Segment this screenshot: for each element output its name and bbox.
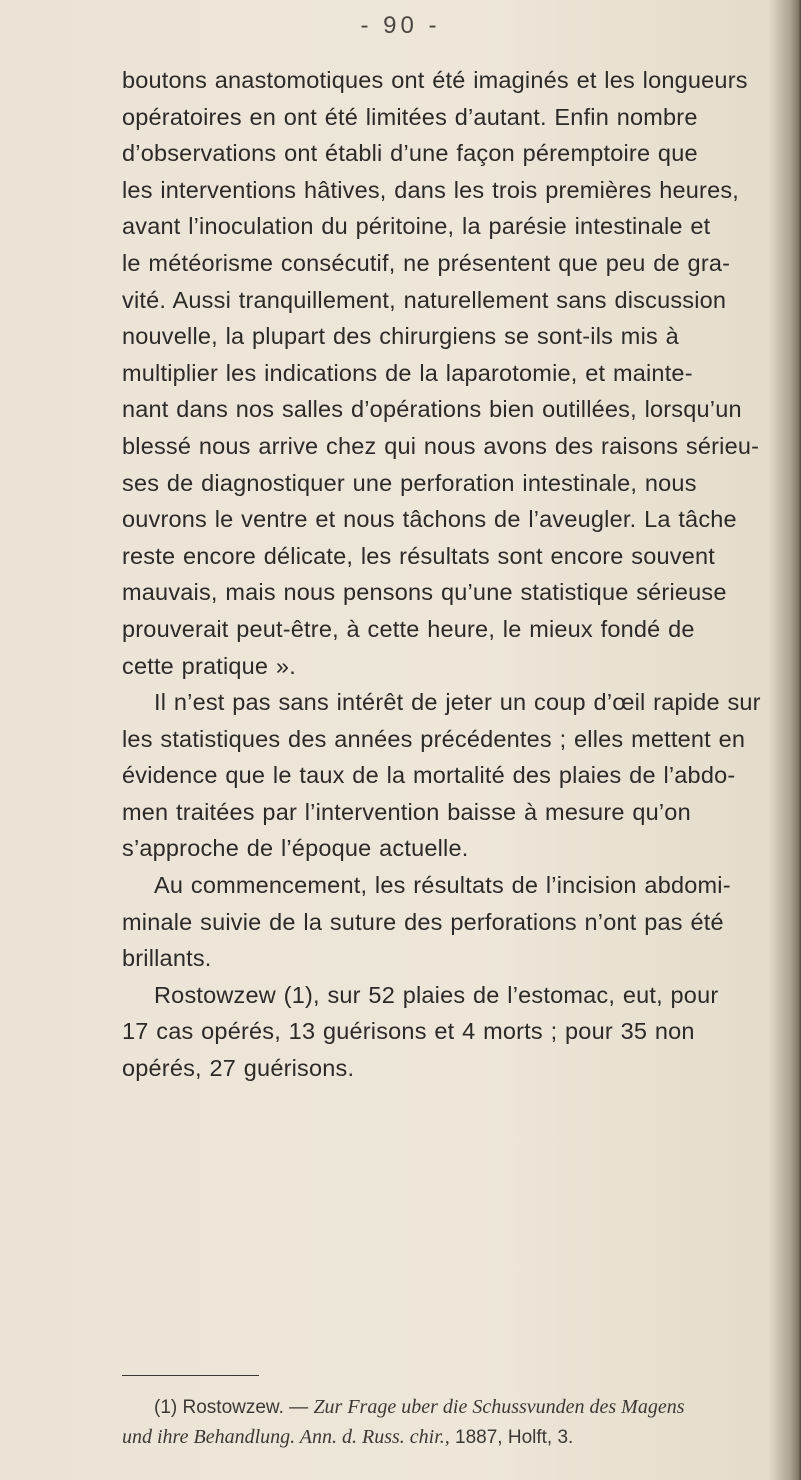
text-line: cette pratique ». bbox=[122, 652, 296, 679]
text-line: men traitées par l’intervention baisse à mesure qu’on bbox=[122, 798, 691, 825]
footnote-title: Zur Frage uber die Schussvunden des Magens bbox=[313, 1396, 685, 1418]
text-line: opérés, 27 guérisons. bbox=[122, 1055, 355, 1082]
text-line: boutons anastomotiques ont été imaginés et les longueurs bbox=[122, 67, 748, 93]
text-line: reste encore délicate, les résultats sont encore souvent bbox=[122, 542, 715, 569]
text-line: d’observations ont établi d’une façon péremptoire que bbox=[122, 140, 698, 167]
text-line: nouvelle, la plupart des chirurgiens se sont-ils mis à bbox=[122, 323, 679, 350]
text-line: s’approche de l’époque actuelle. bbox=[122, 835, 469, 862]
paragraph-start-line: Au commencement, les résultats de l’incision abdomi- bbox=[154, 872, 731, 899]
footnote-reference: (1) Rostowzew. — bbox=[154, 1397, 314, 1418]
text-line: ses de diagnostiquer une perforation intestinale, nous bbox=[122, 469, 697, 496]
footnote-line-1 bbox=[122, 1392, 792, 1422]
text-line: évidence que le taux de la mortalité des plaies de l’abdo- bbox=[122, 762, 736, 789]
text-line: multiplier les indications de la laparotomie, et mainte- bbox=[122, 359, 693, 386]
text-line: le météorisme consécutif, ne présentent que peu de gra- bbox=[122, 249, 731, 276]
text-line: les statistiques des années précédentes ; elles mettent en bbox=[122, 725, 746, 752]
paragraph-start-line: Rostowzew (1), sur 52 plaies de l’estomac, eut, pour bbox=[154, 981, 719, 1008]
footnote-publication: 1887, Holft, 3. bbox=[449, 1427, 574, 1448]
text-line: opératoires en ont été limitées d’autant. Enfin nombre bbox=[122, 103, 698, 130]
text-line: ouvrons le ventre et nous tâchons de l’aveugler. La tâche bbox=[122, 506, 737, 533]
footnote bbox=[122, 1392, 792, 1452]
text-line: mauvais, mais nous pensons qu’une statistique sérieuse bbox=[122, 579, 727, 606]
text-line: brillants. bbox=[122, 945, 212, 972]
text-line: minale suivie de la suture des perforations n’ont pas été bbox=[122, 908, 724, 935]
paragraph-start-line: Il n’est pas sans intérêt de jeter un coup d’œil rapide sur bbox=[154, 689, 761, 716]
text-line: les interventions hâtives, dans les trois premières heures, bbox=[122, 176, 740, 203]
text-line: vité. Aussi tranquillement, naturellement sans discussion bbox=[122, 286, 727, 313]
footnote-title-cont: und ihre Behandlung. Ann. d. Russ. chir., bbox=[122, 1426, 450, 1448]
body-text bbox=[122, 62, 801, 1087]
page-number: - 90 - bbox=[360, 12, 441, 39]
text-line: nant dans nos salles d’opérations bien outillées, lorsqu’un bbox=[122, 396, 742, 423]
text-line: 17 cas opérés, 13 guérisons et 4 morts ; pour 35 non bbox=[122, 1018, 695, 1045]
text-line: prouverait peut-être, à cette heure, le mieux fondé de bbox=[122, 615, 695, 642]
footnote-separator bbox=[122, 1375, 259, 1376]
text-line: avant l’inoculation du péritoine, la parésie intestinale et bbox=[122, 213, 711, 240]
text-line: blessé nous arrive chez qui nous avons des raisons sérieu- bbox=[122, 432, 760, 459]
footnote-line-2 bbox=[122, 1422, 792, 1452]
